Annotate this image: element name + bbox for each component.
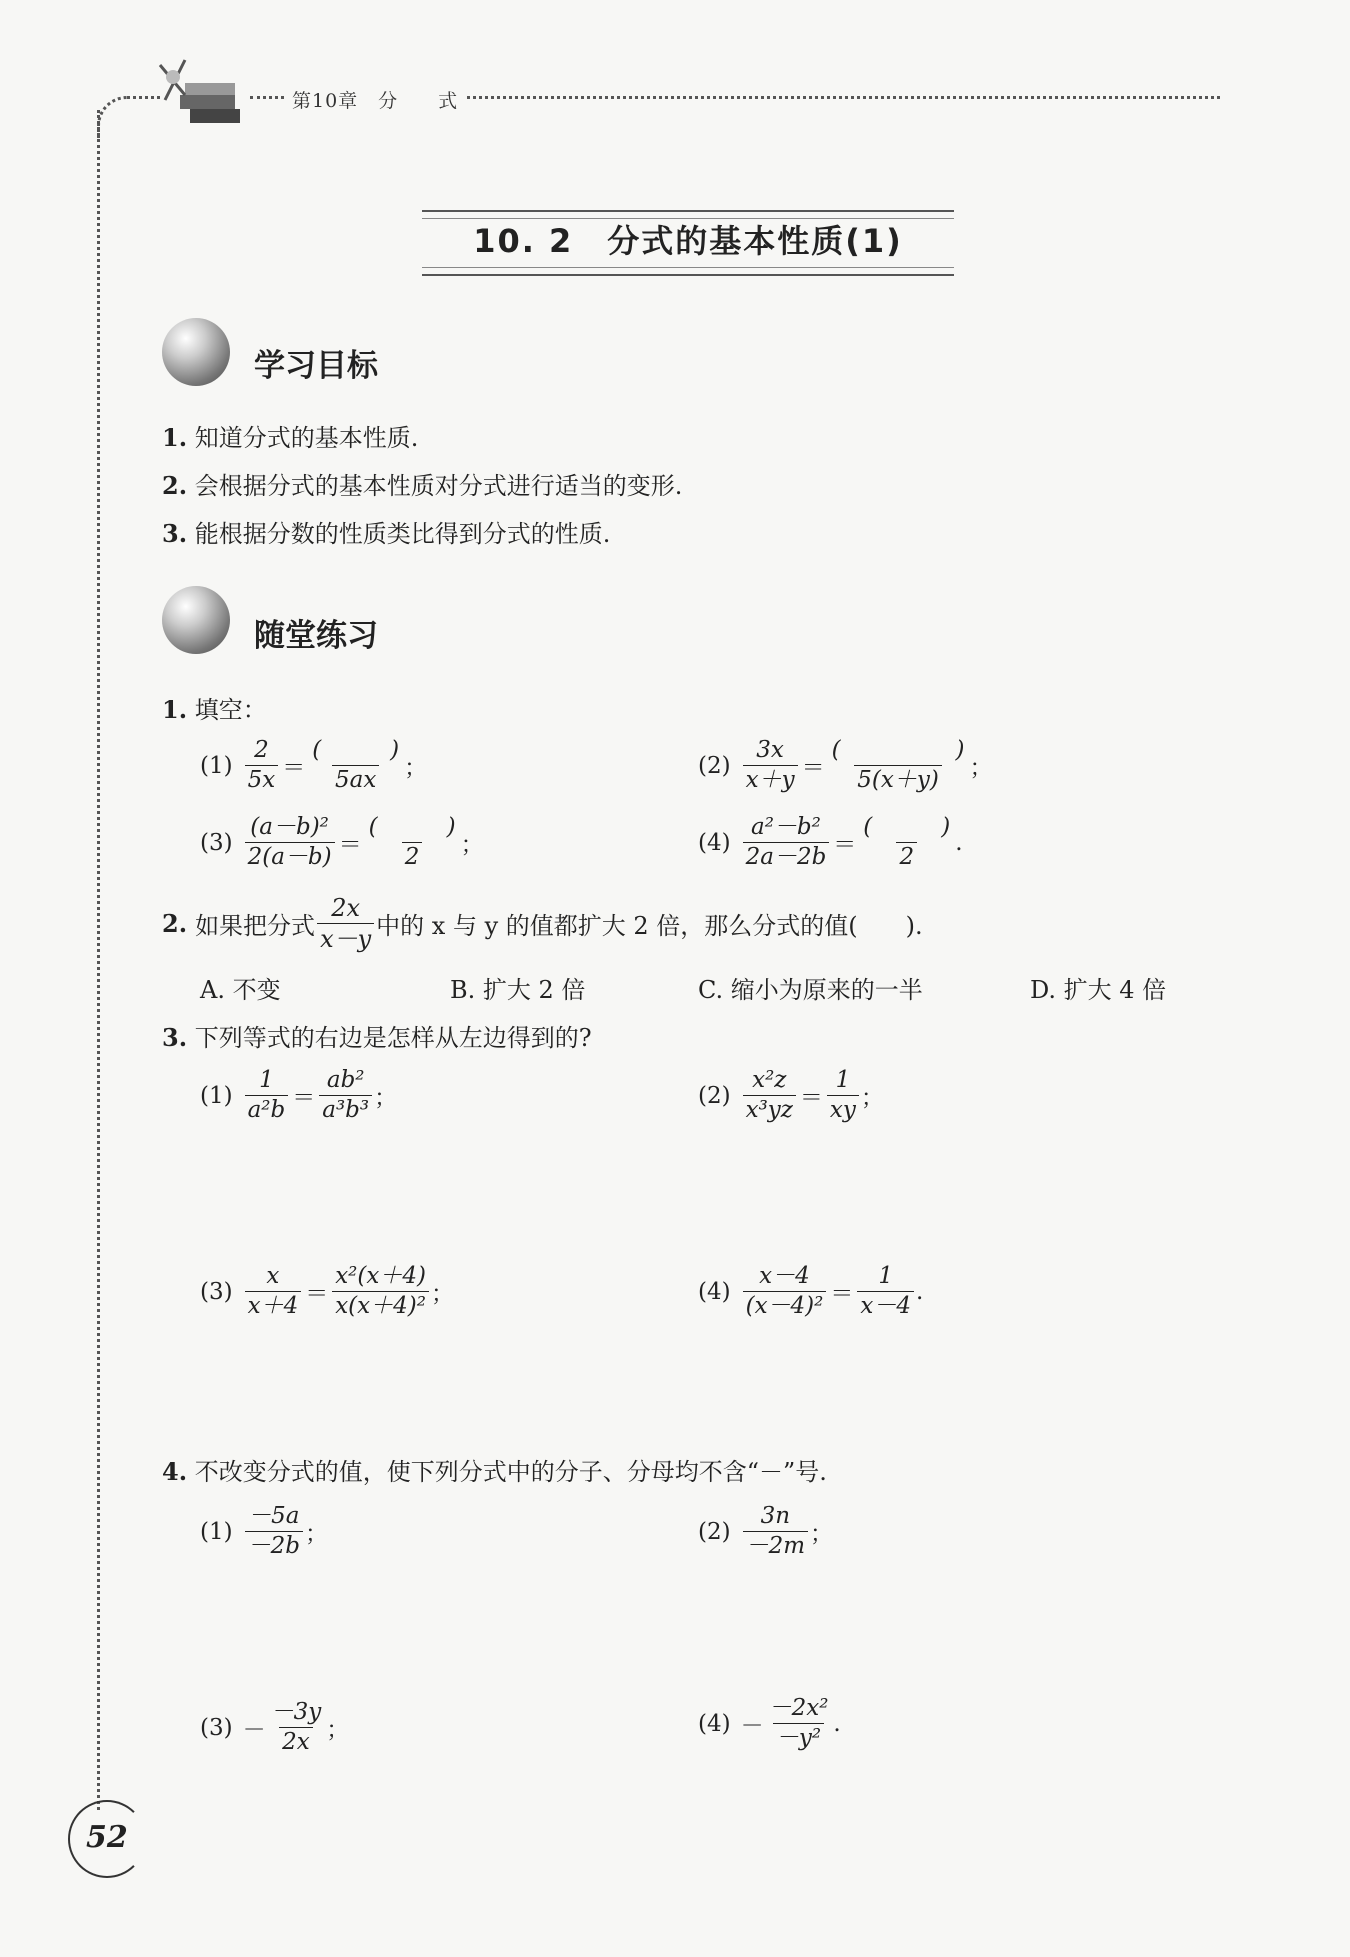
fraction: $\frac{\text{x²z}}{\text{x³yz}}$ — [743, 1068, 796, 1124]
q2-option-d: D. 扩大 4 倍 — [1030, 976, 1167, 1004]
fraction: $\frac{\text{(a－b)²}}{2(a-b)}$ — [245, 815, 335, 871]
fraction: $\frac{( )}{2}$ — [863, 814, 951, 871]
fraction: $\frac{3n}{-2m}$ — [743, 1504, 808, 1560]
q1-part-1: (1) $\frac{2}{5x}$ ＝ $\frac{( )}{5ax}$ ； — [200, 737, 428, 794]
fraction: $\frac{2}{5x}$ — [245, 738, 279, 794]
chapter-header: 第10章 分 式 — [286, 86, 464, 113]
question-3: 3. 下列等式的右边是怎样从左边得到的? — [162, 1023, 592, 1052]
q4-part-4: (4) － $\frac{\text{－2x²}}{\text{－y²}}$ . — [698, 1695, 841, 1752]
fraction: $\frac{( )}{5(x+y)}$ — [831, 737, 965, 794]
q2-option-b: B. 扩大 2 倍 — [450, 976, 586, 1004]
question-2: 2. 如果把分式 $\frac{2x}{x-y}$ 中的 x 与 y 的值都扩大 2 倍，那么分式的值( ). — [162, 894, 923, 954]
q1-part-3: (3) $\frac{\text{(a－b)²}}{2(a-b)}$ ＝ $\frac{( )}{2}$ ； — [200, 814, 484, 871]
q4-part-1: (1) $\frac{-5a}{-2b}$ ； — [200, 1503, 328, 1560]
fraction: $\frac{2x}{x-y}$ — [317, 895, 374, 953]
goal-item: 3. 能根据分数的性质类比得到分式的性质. — [162, 519, 611, 548]
margin-rule — [97, 110, 100, 1810]
fraction: $\frac{\text{a²－b²}}{2a-2b}$ — [743, 815, 830, 871]
books-logo-icon — [155, 55, 255, 135]
q1-part-2: (2) $\frac{3x}{x+y}$ ＝ $\frac{( )}{5(x+y)}$ ； — [698, 737, 993, 794]
q3-part-2: (2) $\frac{\text{x²z}}{\text{x³yz}}$ ＝ $\frac{1}{xy}$ ； — [698, 1067, 884, 1124]
question-4: 4. 不改变分式的值，使下列分式中的分子、分母均不含“－”号. — [162, 1457, 827, 1486]
fraction: $\frac{( )}{5ax}$ — [312, 737, 400, 794]
page-number: 52 — [86, 1820, 128, 1855]
question-1: 1. 填空： — [162, 695, 267, 724]
q4-part-3: (3) － $\frac{-3y}{2x}$ ； — [200, 1699, 350, 1756]
q2-option-c: C. 缩小为原来的一半 — [698, 976, 923, 1004]
section-globe-icon — [162, 586, 230, 654]
fraction: $\frac{1}{x-4}$ — [857, 1264, 914, 1320]
q4-part-2: (2) $\frac{3n}{-2m}$ ； — [698, 1503, 834, 1560]
fraction: $\frac{x}{x+4}$ — [245, 1264, 302, 1320]
margin-rule-corner — [97, 96, 160, 139]
fraction: $\frac{1}{\text{a²b}}$ — [245, 1068, 289, 1124]
q3-part-1: (1) $\frac{1}{\text{a²b}}$ ＝ $\frac{\text{ab²}}{\text{a³b³}}$ ； — [200, 1067, 398, 1124]
fraction: $\frac{1}{xy}$ — [827, 1068, 859, 1124]
q3-part-4: (4) $\frac{x-4}{\text{(x－4)²}}$ ＝ $\frac{1}{x-4}$ . — [698, 1263, 924, 1320]
fraction: $\frac{\text{x²(x＋4)}}{\text{x(x＋4)²}}$ — [332, 1264, 429, 1320]
goal-item: 1. 知道分式的基本性质. — [162, 423, 419, 452]
section-ball-icon — [162, 318, 230, 386]
q2-option-a: A. 不变 — [200, 976, 281, 1004]
fraction: $\frac{\text{ab²}}{\text{a³b³}}$ — [319, 1068, 372, 1124]
goal-item: 2. 会根据分式的基本性质对分式进行适当的变形. — [162, 471, 683, 500]
q1-part-4: (4) $\frac{\text{a²－b²}}{2a-2b}$ ＝ $\frac{( )}{2}$ . — [698, 814, 963, 871]
section-title: 10. 2 分式的基本性质(1) — [473, 222, 903, 260]
fraction: $\frac{\text{－2x²}}{\text{－y²}}$ — [768, 1695, 829, 1752]
fraction: $\frac{-3y}{2x}$ — [270, 1699, 322, 1756]
fraction: $\frac{-5a}{-2b}$ — [245, 1504, 303, 1560]
goals-heading: 学习目标 — [254, 348, 378, 384]
q3-part-3: (3) $\frac{x}{x+4}$ ＝ $\frac{\text{x²(x＋4)}}{\text{x(x＋4)²}}$ ； — [200, 1263, 454, 1320]
fraction: $\frac{x-4}{\text{(x－4)²}}$ — [743, 1264, 827, 1320]
fraction: $\frac{( )}{2}$ — [368, 814, 456, 871]
fraction: $\frac{3x}{x+y}$ — [743, 738, 798, 794]
practice-heading: 随堂练习 — [254, 618, 378, 654]
